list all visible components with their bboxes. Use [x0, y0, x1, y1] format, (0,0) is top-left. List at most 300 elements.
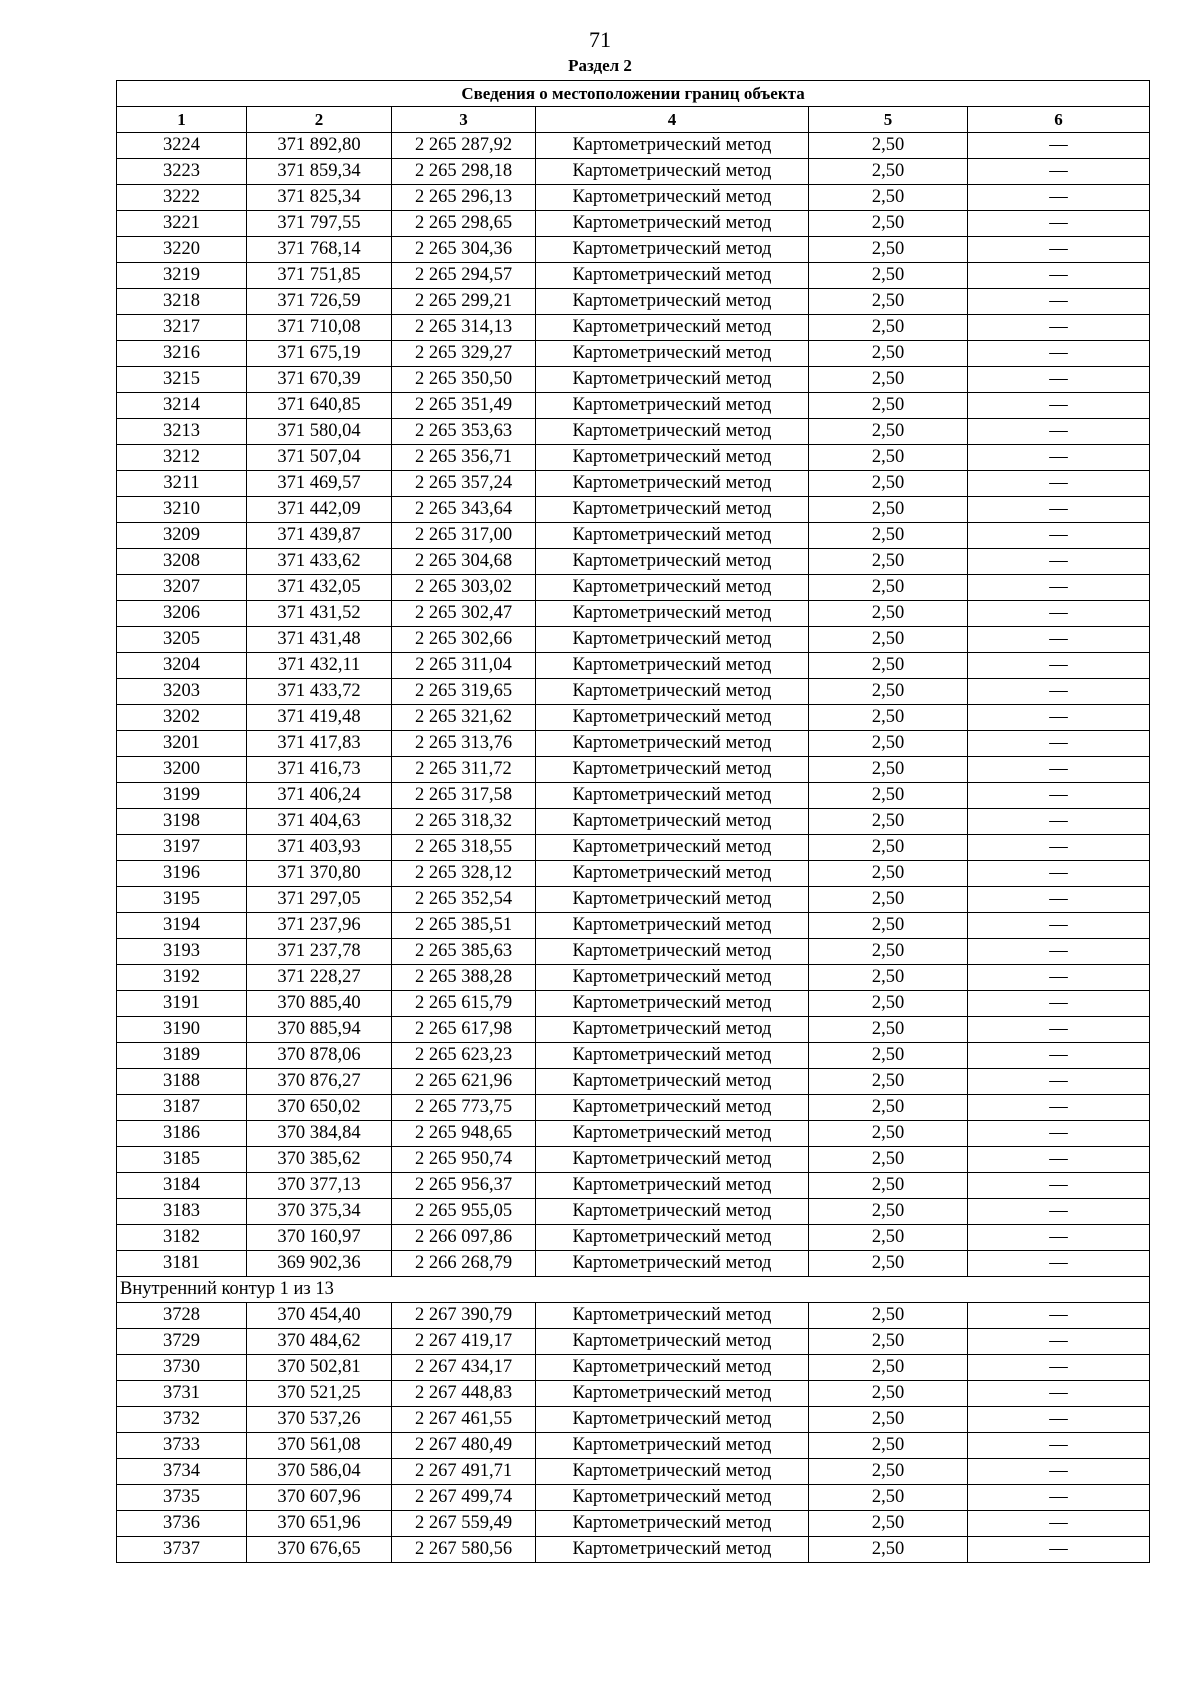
table-cell-col6: — [968, 1017, 1150, 1043]
table-cell-col1: 3209 [117, 523, 247, 549]
table-cell-col3: 2 265 303,02 [392, 575, 536, 601]
table-cell-col4: Картометрический метод [536, 315, 809, 341]
table-cell-col5: 2,50 [809, 341, 968, 367]
table-cell-col1: 3185 [117, 1147, 247, 1173]
table-cell-col3: 2 265 304,36 [392, 237, 536, 263]
table-cell-col4: Картометрический метод [536, 575, 809, 601]
table-cell-col2: 371 228,27 [247, 965, 392, 991]
table-cell-col3: 2 265 351,49 [392, 393, 536, 419]
column-header-5: 5 [809, 107, 968, 133]
table-cell-col3: 2 265 302,66 [392, 627, 536, 653]
table-cell-col4: Картометрический метод [536, 1095, 809, 1121]
table-cell-col6: — [968, 133, 1150, 159]
table-cell-col2: 370 537,26 [247, 1407, 392, 1433]
table-cell-col6: — [968, 419, 1150, 445]
subheading-row [117, 1277, 1150, 1303]
table-row [117, 1095, 1150, 1121]
table-cell-col5: 2,50 [809, 601, 968, 627]
table-cell-col5: 2,50 [809, 1433, 968, 1459]
table-cell-col1: 3197 [117, 835, 247, 861]
table-cell-col5: 2,50 [809, 315, 968, 341]
table-cell-col3: 2 265 356,71 [392, 445, 536, 471]
table-cell-col2: 371 675,19 [247, 341, 392, 367]
table-cell-col6: — [968, 1459, 1150, 1485]
table-row [117, 1069, 1150, 1095]
table-row [117, 1147, 1150, 1173]
table-cell-col5: 2,50 [809, 1485, 968, 1511]
table-row [117, 1433, 1150, 1459]
table-cell-col6: — [968, 211, 1150, 237]
table-cell-col6: — [968, 497, 1150, 523]
table-cell-col1: 3196 [117, 861, 247, 887]
table-cell-col2: 371 432,11 [247, 653, 392, 679]
column-header-1: 1 [117, 107, 247, 133]
table-cell-col3: 2 265 298,18 [392, 159, 536, 185]
table-row [117, 887, 1150, 913]
table-cell-col6: — [968, 1511, 1150, 1537]
table-row [117, 1381, 1150, 1407]
table-cell-col4: Картометрический метод [536, 1459, 809, 1485]
table-cell-col4: Картометрический метод [536, 1355, 809, 1381]
table-cell-col5: 2,50 [809, 887, 968, 913]
table-cell-col5: 2,50 [809, 1017, 968, 1043]
table-cell-col4: Картометрический метод [536, 835, 809, 861]
table-row [117, 913, 1150, 939]
table-cell-col5: 2,50 [809, 549, 968, 575]
table-cell-col6: — [968, 393, 1150, 419]
table-cell-col5: 2,50 [809, 471, 968, 497]
table-cell-col6: — [968, 185, 1150, 211]
table-row [117, 1251, 1150, 1277]
table-cell-col2: 371 670,39 [247, 367, 392, 393]
table-cell-col3: 2 265 617,98 [392, 1017, 536, 1043]
table-row [117, 185, 1150, 211]
table-cell-col5: 2,50 [809, 1225, 968, 1251]
table-cell-col6: — [968, 913, 1150, 939]
table-cell-col3: 2 265 388,28 [392, 965, 536, 991]
table-cell-col3: 2 265 773,75 [392, 1095, 536, 1121]
table-cell-col6: — [968, 523, 1150, 549]
table-cell-col2: 371 768,14 [247, 237, 392, 263]
table-cell-col5: 2,50 [809, 835, 968, 861]
table-cell-col5: 2,50 [809, 1407, 968, 1433]
table-cell-col4: Картометрический метод [536, 523, 809, 549]
table-cell-col3: 2 265 623,23 [392, 1043, 536, 1069]
table-cell-col1: 3210 [117, 497, 247, 523]
table-cell-col5: 2,50 [809, 367, 968, 393]
table-cell-col5: 2,50 [809, 757, 968, 783]
table-cell-col3: 2 265 948,65 [392, 1121, 536, 1147]
table-cell-col4: Картометрический метод [536, 1407, 809, 1433]
table-cell-col2: 371 442,09 [247, 497, 392, 523]
table-cell-col1: 3207 [117, 575, 247, 601]
table-cell-col6: — [968, 809, 1150, 835]
table-cell-col6: — [968, 1173, 1150, 1199]
table-cell-col6: — [968, 965, 1150, 991]
table-cell-col5: 2,50 [809, 1043, 968, 1069]
table-cell-col2: 371 751,85 [247, 263, 392, 289]
table-cell-col3: 2 267 491,71 [392, 1459, 536, 1485]
table-cell-col4: Картометрический метод [536, 1173, 809, 1199]
table-cell-col1: 3224 [117, 133, 247, 159]
table-cell-col5: 2,50 [809, 627, 968, 653]
table-cell-col5: 2,50 [809, 991, 968, 1017]
table-cell-col5: 2,50 [809, 393, 968, 419]
table-cell-col4: Картометрический метод [536, 809, 809, 835]
table-row [117, 315, 1150, 341]
table-cell-col1: 3215 [117, 367, 247, 393]
table-cell-col2: 370 651,96 [247, 1511, 392, 1537]
table-cell-col4: Картометрический метод [536, 185, 809, 211]
table-cell-col2: 369 902,36 [247, 1251, 392, 1277]
table-cell-col6: — [968, 1043, 1150, 1069]
table-cell-col2: 371 433,62 [247, 549, 392, 575]
table-cell-col2: 370 484,62 [247, 1329, 392, 1355]
table-cell-col2: 371 507,04 [247, 445, 392, 471]
table-row [117, 1355, 1150, 1381]
table-cell-col4: Картометрический метод [536, 419, 809, 445]
table-cell-col1: 3181 [117, 1251, 247, 1277]
table-cell-col4: Картометрический метод [536, 1511, 809, 1537]
column-header-6: 6 [968, 107, 1150, 133]
table-cell-col3: 2 267 499,74 [392, 1485, 536, 1511]
table-cell-col5: 2,50 [809, 731, 968, 757]
table-cell-col2: 371 419,48 [247, 705, 392, 731]
table-row [117, 1511, 1150, 1537]
table-row [117, 1043, 1150, 1069]
table-cell-col4: Картометрический метод [536, 159, 809, 185]
table-row [117, 809, 1150, 835]
table-cell-col3: 2 265 302,47 [392, 601, 536, 627]
table-cell-col3: 2 265 296,13 [392, 185, 536, 211]
table-cell-col6: — [968, 991, 1150, 1017]
column-header-3: 3 [392, 107, 536, 133]
table-cell-col1: 3184 [117, 1173, 247, 1199]
table-row [117, 549, 1150, 575]
table-cell-col1: 3734 [117, 1459, 247, 1485]
table-cell-col2: 371 417,83 [247, 731, 392, 757]
table-cell-col1: 3186 [117, 1121, 247, 1147]
table-cell-col5: 2,50 [809, 289, 968, 315]
table-cell-col4: Картометрический метод [536, 601, 809, 627]
table-cell-col5: 2,50 [809, 159, 968, 185]
table-cell-col6: — [968, 445, 1150, 471]
table-row [117, 1329, 1150, 1355]
column-header-4: 4 [536, 107, 809, 133]
table-row [117, 523, 1150, 549]
table-cell-col4: Картометрический метод [536, 1199, 809, 1225]
table-cell-col4: Картометрический метод [536, 939, 809, 965]
table-cell-col6: — [968, 835, 1150, 861]
table-row [117, 991, 1150, 1017]
table-cell-col2: 371 431,48 [247, 627, 392, 653]
table-cell-col6: — [968, 887, 1150, 913]
table-row [117, 497, 1150, 523]
table-cell-col1: 3217 [117, 315, 247, 341]
table-row [117, 419, 1150, 445]
table-cell-col1: 3200 [117, 757, 247, 783]
table-cell-col6: — [968, 367, 1150, 393]
table-cell-col4: Картометрический метод [536, 861, 809, 887]
table-cell-col3: 2 265 287,92 [392, 133, 536, 159]
table-cell-col2: 371 403,93 [247, 835, 392, 861]
table-cell-col4: Картометрический метод [536, 757, 809, 783]
table-cell-col3: 2 265 385,63 [392, 939, 536, 965]
table-cell-col3: 2 265 621,96 [392, 1069, 536, 1095]
table-cell-col4: Картометрический метод [536, 783, 809, 809]
table-cell-col4: Картометрический метод [536, 1485, 809, 1511]
table-cell-col4: Картометрический метод [536, 627, 809, 653]
table-cell-col3: 2 265 319,65 [392, 679, 536, 705]
table-cell-col6: — [968, 159, 1150, 185]
table-cell-col3: 2 267 434,17 [392, 1355, 536, 1381]
table-cell-col2: 371 726,59 [247, 289, 392, 315]
table-cell-col3: 2 265 294,57 [392, 263, 536, 289]
table-cell-col6: — [968, 705, 1150, 731]
table-cell-col1: 3192 [117, 965, 247, 991]
table-row [117, 627, 1150, 653]
table-cell-col4: Картометрический метод [536, 731, 809, 757]
table-cell-col4: Картометрический метод [536, 341, 809, 367]
table-row [117, 1459, 1150, 1485]
table-cell-col2: 370 885,94 [247, 1017, 392, 1043]
table-cell-col6: — [968, 783, 1150, 809]
table-row [117, 211, 1150, 237]
table-cell-col3: 2 267 390,79 [392, 1303, 536, 1329]
table-cell-col3: 2 265 615,79 [392, 991, 536, 1017]
table-cell-col2: 370 454,40 [247, 1303, 392, 1329]
table-caption-row [117, 81, 1150, 107]
table-cell-col5: 2,50 [809, 939, 968, 965]
table-cell-col6: — [968, 1069, 1150, 1095]
table-cell-col1: 3193 [117, 939, 247, 965]
table-row [117, 133, 1150, 159]
table-cell-col5: 2,50 [809, 1459, 968, 1485]
table-cell-col5: 2,50 [809, 497, 968, 523]
table-cell-col2: 370 521,25 [247, 1381, 392, 1407]
table-cell-col6: — [968, 679, 1150, 705]
table-cell-col3: 2 265 311,04 [392, 653, 536, 679]
table-cell-col4: Картометрический метод [536, 887, 809, 913]
table-cell-col2: 371 433,72 [247, 679, 392, 705]
table-cell-col4: Картометрический метод [536, 1537, 809, 1563]
table-cell-col2: 370 586,04 [247, 1459, 392, 1485]
table-cell-col5: 2,50 [809, 575, 968, 601]
table-cell-col4: Картометрический метод [536, 1433, 809, 1459]
table-cell-col3: 2 265 313,76 [392, 731, 536, 757]
table-cell-col1: 3211 [117, 471, 247, 497]
table-cell-col6: — [968, 237, 1150, 263]
table-cell-col1: 3189 [117, 1043, 247, 1069]
table-cell-col5: 2,50 [809, 1121, 968, 1147]
table-cell-col1: 3736 [117, 1511, 247, 1537]
table-cell-col6: — [968, 341, 1150, 367]
table-cell-col4: Картометрический метод [536, 237, 809, 263]
table-cell-col1: 3222 [117, 185, 247, 211]
table-cell-col6: — [968, 1199, 1150, 1225]
table-cell-col4: Картометрический метод [536, 1147, 809, 1173]
table-cell-col1: 3188 [117, 1069, 247, 1095]
table-row [117, 601, 1150, 627]
table-cell-col2: 371 404,63 [247, 809, 392, 835]
table-cell-col2: 370 561,08 [247, 1433, 392, 1459]
table-cell-col3: 2 267 559,49 [392, 1511, 536, 1537]
table-row [117, 1017, 1150, 1043]
table-row [117, 1407, 1150, 1433]
table-cell-col6: — [968, 939, 1150, 965]
table-cell-col5: 2,50 [809, 705, 968, 731]
table-cell-col6: — [968, 757, 1150, 783]
table-cell-col1: 3194 [117, 913, 247, 939]
table-cell-col1: 3206 [117, 601, 247, 627]
table-cell-col3: 2 265 299,21 [392, 289, 536, 315]
table-cell-col3: 2 267 448,83 [392, 1381, 536, 1407]
table-cell-col5: 2,50 [809, 1199, 968, 1225]
table-cell-col6: — [968, 549, 1150, 575]
table-cell-col4: Картометрический метод [536, 1225, 809, 1251]
table-cell-col3: 2 265 328,12 [392, 861, 536, 887]
table-cell-col1: 3195 [117, 887, 247, 913]
table-cell-col5: 2,50 [809, 237, 968, 263]
table-row [117, 757, 1150, 783]
table-cell-col2: 370 876,27 [247, 1069, 392, 1095]
table-cell-col3: 2 265 956,37 [392, 1173, 536, 1199]
table-cell-col1: 3737 [117, 1537, 247, 1563]
table-cell-col1: 3201 [117, 731, 247, 757]
table-cell-col5: 2,50 [809, 1069, 968, 1095]
table-cell-col6: — [968, 1147, 1150, 1173]
table-cell-col2: 371 640,85 [247, 393, 392, 419]
table-cell-col6: — [968, 1381, 1150, 1407]
boundary-coordinates-table [116, 80, 1150, 1563]
table-row [117, 575, 1150, 601]
table-cell-col3: 2 267 480,49 [392, 1433, 536, 1459]
table-row [117, 835, 1150, 861]
table-cell-col5: 2,50 [809, 419, 968, 445]
table-cell-col4: Картометрический метод [536, 263, 809, 289]
table-cell-col3: 2 267 461,55 [392, 1407, 536, 1433]
table-cell-col2: 370 607,96 [247, 1485, 392, 1511]
table-cell-col5: 2,50 [809, 1355, 968, 1381]
table-cell-col3: 2 265 304,68 [392, 549, 536, 575]
table-cell-col3: 2 265 298,65 [392, 211, 536, 237]
table-cell-col6: — [968, 289, 1150, 315]
table-cell-col1: 3219 [117, 263, 247, 289]
table-cell-col3: 2 265 343,64 [392, 497, 536, 523]
table-row [117, 783, 1150, 809]
table-cell-col4: Картометрический метод [536, 1121, 809, 1147]
table-cell-col6: — [968, 1303, 1150, 1329]
table-cell-col6: — [968, 315, 1150, 341]
table-cell-col3: 2 265 314,13 [392, 315, 536, 341]
table-row [117, 1537, 1150, 1563]
table-cell-col1: 3182 [117, 1225, 247, 1251]
table-cell-col2: 371 406,24 [247, 783, 392, 809]
table-cell-col4: Картометрический метод [536, 445, 809, 471]
table-cell-col5: 2,50 [809, 523, 968, 549]
table-cell-col5: 2,50 [809, 965, 968, 991]
table-row [117, 939, 1150, 965]
table-row [117, 263, 1150, 289]
table-cell-col5: 2,50 [809, 1303, 968, 1329]
table-cell-col6: — [968, 1485, 1150, 1511]
table-cell-col1: 3190 [117, 1017, 247, 1043]
table-cell-col2: 371 237,96 [247, 913, 392, 939]
table-row [117, 861, 1150, 887]
table-cell-col5: 2,50 [809, 211, 968, 237]
table-cell-col1: 3183 [117, 1199, 247, 1225]
table-cell-col2: 370 885,40 [247, 991, 392, 1017]
table-cell-col2: 370 160,97 [247, 1225, 392, 1251]
table-cell-col2: 371 892,80 [247, 133, 392, 159]
table-cell-col1: 3187 [117, 1095, 247, 1121]
table-cell-col1: 3731 [117, 1381, 247, 1407]
table-cell-col3: 2 266 268,79 [392, 1251, 536, 1277]
table-row [117, 1121, 1150, 1147]
table-cell-col4: Картометрический метод [536, 133, 809, 159]
table-row [117, 159, 1150, 185]
table-cell-col5: 2,50 [809, 1511, 968, 1537]
table-cell-col1: 3220 [117, 237, 247, 263]
table-cell-col2: 370 377,13 [247, 1173, 392, 1199]
table-cell-col3: 2 265 317,00 [392, 523, 536, 549]
table-cell-col2: 370 878,06 [247, 1043, 392, 1069]
table-cell-col6: — [968, 861, 1150, 887]
table-cell-col1: 3218 [117, 289, 247, 315]
table-cell-col4: Картометрический метод [536, 471, 809, 497]
table-cell-col1: 3221 [117, 211, 247, 237]
table-cell-col4: Картометрический метод [536, 1017, 809, 1043]
table-row [117, 471, 1150, 497]
table-row [117, 341, 1150, 367]
table-cell-col1: 3728 [117, 1303, 247, 1329]
table-cell-col2: 371 416,73 [247, 757, 392, 783]
table-cell-col5: 2,50 [809, 445, 968, 471]
table-row [117, 237, 1150, 263]
table-cell-col3: 2 265 318,55 [392, 835, 536, 861]
table-cell-col6: — [968, 731, 1150, 757]
table-cell-col5: 2,50 [809, 133, 968, 159]
table-row [117, 731, 1150, 757]
table-row [117, 1303, 1150, 1329]
table-cell-col2: 370 502,81 [247, 1355, 392, 1381]
table-cell-col2: 370 375,34 [247, 1199, 392, 1225]
table-cell-col3: 2 265 955,05 [392, 1199, 536, 1225]
table-cell-col4: Картометрический метод [536, 653, 809, 679]
table-cell-col3: 2 265 353,63 [392, 419, 536, 445]
table-row [117, 653, 1150, 679]
table-cell-col1: 3212 [117, 445, 247, 471]
table-cell-col4: Картометрический метод [536, 289, 809, 315]
table-cell-col4: Картометрический метод [536, 913, 809, 939]
table-cell-col4: Картометрический метод [536, 497, 809, 523]
table-cell-col5: 2,50 [809, 1147, 968, 1173]
section-title: Раздел 2 [568, 56, 632, 75]
table-cell-col6: — [968, 1121, 1150, 1147]
table-cell-col3: 2 265 350,50 [392, 367, 536, 393]
table-cell-col4: Картометрический метод [536, 679, 809, 705]
table-row [117, 965, 1150, 991]
table-cell-col2: 371 370,80 [247, 861, 392, 887]
table-cell-col4: Картометрический метод [536, 549, 809, 575]
page-number: 71 [589, 27, 611, 52]
table-cell-col4: Картометрический метод [536, 965, 809, 991]
table-header-row [117, 107, 1150, 133]
table-cell-col1: 3216 [117, 341, 247, 367]
table-cell-col2: 370 676,65 [247, 1537, 392, 1563]
table-cell-col5: 2,50 [809, 783, 968, 809]
table-cell-col4: Картометрический метод [536, 1303, 809, 1329]
